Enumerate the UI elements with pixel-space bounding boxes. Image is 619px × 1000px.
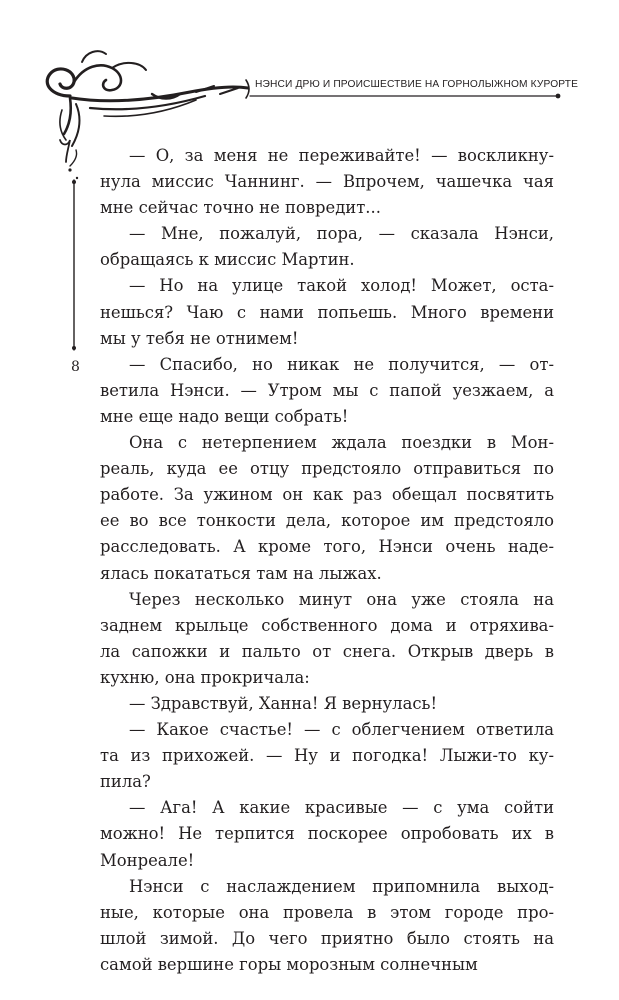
text-line: мне еще надо вещи собрать! [100, 406, 349, 426]
text-line: самой вершине горы морозным солнечным [100, 954, 478, 974]
text-line: Через несколько минут она уже стояла на [129, 589, 554, 609]
paragraph [100, 221, 554, 273]
text-line: Монреале! [100, 850, 195, 870]
paragraph [100, 430, 554, 587]
text-line: та из прихожей. — Ну и погодка! Лыжи-то ку- [100, 746, 554, 766]
text-line: нула миссис Чаннинг. — Впрочем, чашечка чая [100, 172, 554, 192]
text-line: — О, за меня не переживайте! — воскликну- [129, 146, 554, 165]
text-line: — Мне, пожалуй, пора, — сказала Нэнси, [129, 224, 554, 244]
text-line: нешься? Чаю с нами попьешь. Много времени [100, 302, 554, 322]
text-line: ветила Нэнси. — Утром мы с папой уезжаем, а [100, 380, 554, 400]
text-line: Она с нетерпением ждала поездки в Мон- [129, 433, 554, 453]
running-header-title: НЭНСИ ДРЮ И ПРОИСШЕСТВИЕ НА ГОРНОЛЫЖНОМ КУРОРТЕ [255, 79, 579, 90]
text-line: мы у тебя не отнимем! [100, 328, 299, 348]
paragraph [100, 143, 554, 221]
text-line: — Здравствуй, Ханна! Я вернулась! [129, 693, 438, 713]
text-line: кухню, она прокричала: [100, 667, 310, 687]
text-line: ее во все тонкости дела, которое им предстояло [100, 511, 554, 531]
text-line: — Какое счастье! — с облегчением ответила [129, 720, 554, 740]
page-number: 8 [71, 359, 80, 375]
text-line: ные, которые она провела в этом городе про- [100, 902, 554, 922]
paragraph [100, 273, 554, 351]
body-text [100, 143, 554, 978]
text-line: — Ага! А какие красивые — с ума сойти [129, 798, 554, 818]
text-line: обращаясь к миссис Мартин. [100, 250, 355, 270]
paragraph [100, 352, 554, 430]
text-line: ялась покататься там на лыжах. [100, 563, 382, 583]
paragraph [100, 691, 554, 717]
text-line: шлой зимой. До чего приятно было стоять на [100, 928, 554, 948]
text-line: реаль, куда ее отцу предстояло отправиться по [100, 459, 554, 479]
text-line: — Но на улице такой холод! Может, оста- [129, 276, 554, 296]
paragraph [100, 717, 554, 795]
text-line: мне сейчас точно не повредит... [100, 198, 381, 218]
text-line: пила? [100, 772, 151, 792]
paragraph [100, 874, 554, 978]
text-line: Нэнси с наслаждением припомнила выход- [129, 876, 554, 896]
text-line: расследовать. А кроме того, Нэнси очень наде- [100, 537, 554, 557]
text-line: заднем крыльце собственного дома и отряхива- [100, 615, 554, 635]
text-line: работе. За ужином он как раз обещал посвятить [100, 485, 554, 505]
paragraph [100, 587, 554, 691]
paragraph [100, 795, 554, 873]
text-line: можно! Не терпится поскорее опробовать их в [100, 824, 554, 844]
text-line: ла сапожки и пальто от снега. Открыв дверь в [100, 641, 554, 661]
text-line: — Спасибо, но никак не получится, — от- [129, 354, 554, 374]
